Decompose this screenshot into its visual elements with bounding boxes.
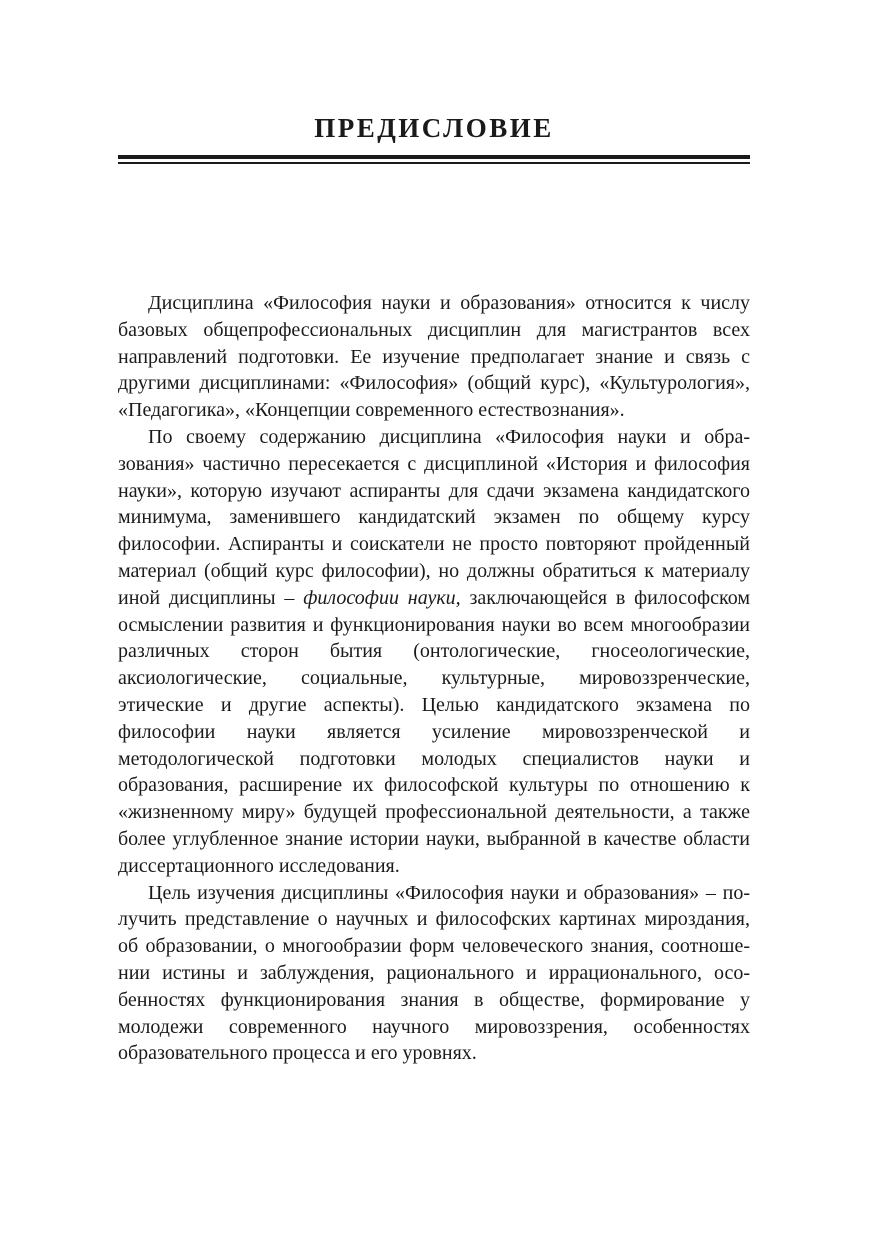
paragraph-2-emphasis: философии науки,: [303, 586, 461, 609]
page-title: ПРЕДИСЛОВИЕ: [314, 113, 554, 143]
paragraph-2-text-after: заключающейся в философском осмыслении развития и функционирования науки во всем многообразии различных сторон бытия (онтологические, гносеологические, аксиологические, социальные, культурные, мировоззренческие, этические и другие аспекты). Целью кандидатского экзамена по философии науки является усиление мировоззренческой и методологической подготовки молодых специалистов науки и образования, расширение их философской культуры по отношению к «жизненному миру» будущей профессиональной деятельности, а также более углубленное знание истории науки, выбранной в качестве области диссертационного исследования.: [118, 586, 750, 877]
paragraph-2: [118, 424, 750, 880]
paragraph-2-text-before: По своему содержанию дисциплина «Философия науки и образования» частично пересекается с дисциплиной «История и философия науки», которую изучают аспиранты для сдачи экзамена кандидатского минимума, заменившего кандидатский экзамен по общему курсу философии. Аспиранты и соискатели не просто повторяют пройденный материал (общий курс философии), но должны обратиться к материалу иной дисциплины –: [118, 425, 750, 609]
body-text: [118, 290, 750, 1067]
title-rule-thin: [118, 162, 750, 164]
paragraph-1-text: Дисциплина «Философия науки и образования» относится к числу базовых общепрофессиональных дисциплин для магистрантов всех направлений подготовки. Ее изучение предполагает знание и связь с другими дисциплинами: «Философия» (общий курс), «Культурология», «Педагогика», «Концепции современного естествознания».: [118, 292, 750, 422]
paragraph-3: [118, 880, 750, 1068]
title-rule-thick: [118, 155, 750, 159]
paragraph-1: [118, 290, 750, 424]
paragraph-3-text: Цель изучения дисциплины «Философия науки и образования» – получить представление о научных и философских картинах мироздания, об образовании, о многообразии форм человеческого знания, соотношении истины и заблуждения, рационального и иррационального, особенностях функционирования знания в обществе, формирование у молодежи современного научного мировоззрения, особенностях образовательного процесса и его уровнях.: [118, 881, 750, 1065]
